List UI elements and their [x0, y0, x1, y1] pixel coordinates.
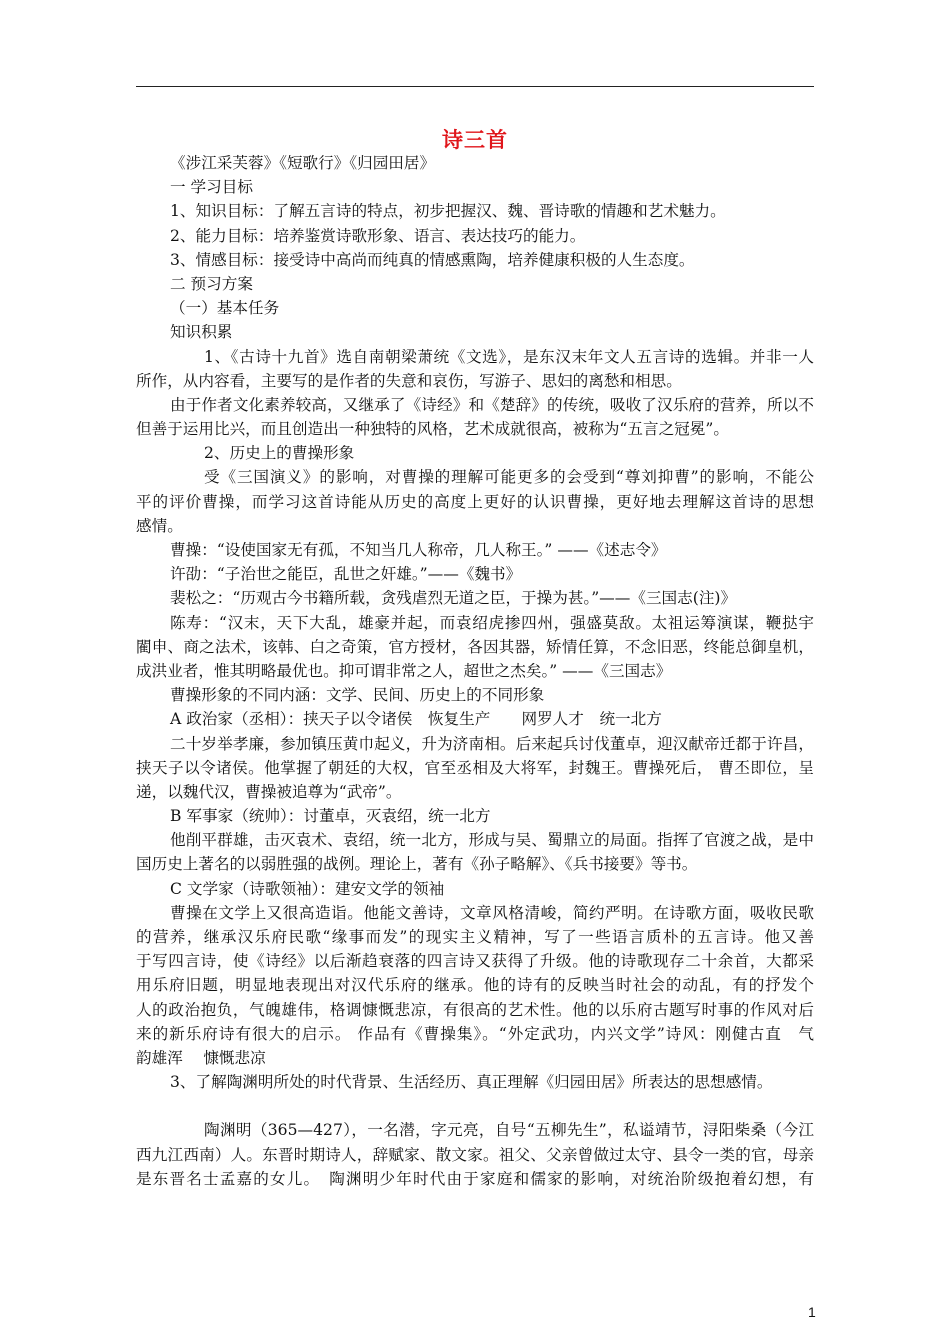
- text-line: 用乐府旧题，明显地表现出对汉代乐府的继承。他的诗有的反映当时社会的动乱，有的抒发个: [136, 976, 814, 995]
- text-line: 所作，从内容看，主要写的是作者的失意和哀伤，写游子、思妇的离愁和相思。: [136, 371, 682, 390]
- text-line: 2、能力目标：培养鉴赏诗歌形象、语言、表达技巧的能力。: [170, 226, 586, 245]
- text-line: 人的政治抱负，气魄雄伟，格调慷慨悲凉，有很高的艺术性。他的以乐府古题写时事的作风对后: [136, 1000, 814, 1019]
- text-line: 知识积累: [170, 323, 233, 342]
- text-line: 二 预习方案: [170, 274, 253, 293]
- text-line: 《涉江采芙蓉》《短歌行》《归园田居》: [170, 154, 436, 172]
- text-line: 一 学习目标: [170, 178, 253, 197]
- text-line: 西九江西南）人。东晋时期诗人，辞赋家、散文家。祖父、父亲曾做过太守、县令一类的官，母亲: [136, 1145, 814, 1164]
- text-line: 成洪业者，惟其明略最优也。抑可谓非常之人，超世之杰矣。” ——《三国志》: [136, 661, 672, 680]
- text-line: 国历史上著名的以弱胜强的战例。理论上，著有《孙子略解》、《兵书接要》等书。: [136, 855, 698, 874]
- text-line: B 军事家（统帅）：讨董卓，灭袁绍，统一北方: [170, 807, 491, 826]
- text-line: C 文学家（诗歌领袖）：建安文学的领袖: [170, 879, 445, 898]
- text-line: 1、《古诗十九首》选自南朝梁萧统《文选》，是东汉末年文人五言诗的选辑。并非一人: [204, 347, 814, 366]
- text-line: 3、了解陶渊明所处的时代背景、生活经历、真正理解《归园田居》所表达的思想感情。: [170, 1073, 773, 1092]
- text-line: 来的新乐府诗有很大的启示。 作品有《曹操集》。“外定武功，内兴文学”诗风：刚健古直 气: [136, 1024, 814, 1043]
- text-line: 曹操：“设使国家无有孤，不知当几人称帝，几人称王。” ——《述志令》: [170, 541, 667, 559]
- text-line: 二十岁举孝廉，参加镇压黄巾起义，升为济南相。后来起兵讨伐董卓，迎汉献帝迁都于许昌，: [170, 734, 814, 753]
- text-line: 挟天子以令诸侯。他掌握了朝廷的大权，官至丞相及大将军，封魏王。曹操死后， 曹丕即位，呈: [136, 758, 814, 777]
- text-line: 感情。: [136, 516, 183, 535]
- text-line: 曹操形象的不同内涵：文学、民间、历史上的不同形象: [170, 686, 545, 705]
- text-line: 平的评价曹操，而学习这首诗能从历史的高度上更好的认识曹操，更好地去理解这首诗的思想: [136, 492, 814, 511]
- text-line: 许劭：“子治世之能臣，乱世之奸雄。”——《魏书》: [170, 565, 522, 584]
- text-line: 他削平群雄，击灭袁术、袁绍，统一北方，形成与吴、蜀鼎立的局面。指挥了官渡之战，是中: [170, 831, 814, 850]
- text-line: （一）基本任务: [170, 299, 280, 318]
- text-line: 韵雄浑 慷慨悲凉: [136, 1048, 266, 1067]
- text-line: 受《三国演义》的影响，对曹操的理解可能更多的会受到“尊刘抑曹”的影响，不能公: [204, 468, 814, 487]
- text-line: 但善于运用比兴，而且创造出一种独特的风格，艺术成就很高，被称为“五言之冠冕”。: [136, 420, 729, 439]
- text-line: 1、知识目标：了解五言诗的特点，初步把握汉、魏、晋诗歌的情趣和艺术魅力。: [170, 202, 726, 221]
- text-line: 曹操在文学上又很高造诣。他能文善诗，文章风格清峻，简约严明。在诗歌方面，吸收民歌: [170, 903, 814, 922]
- text-line: 的营养，继承汉乐府民歌“缘事而发”的现实主义精神，写了一些语言质朴的五言诗。他又善: [136, 928, 814, 946]
- text-line: 閵申、商之法术，该韩、白之奇策，官方授材，各因其器，矫情任算，不念旧恶，终能总御皇机，: [136, 637, 814, 656]
- page-number: 1: [808, 1304, 816, 1320]
- text-line: 陶渊明（365—427），一名潜，字元亮，自号“五柳先生”，私谥靖节，浔阳柴桑（今江: [204, 1121, 814, 1140]
- text-line: 陈寿：“汉末，天下大乱，雄豪并起，而袁绍虎掺四州，强盛莫敌。太祖运筹演谋，鞭挞宇: [170, 613, 814, 632]
- text-line: 2、历史上的曹操形象: [204, 444, 355, 463]
- text-line: 3、情感目标：接受诗中高尚而纯真的情感熏陶，培养健康积极的人生态度。: [170, 250, 695, 269]
- text-line: 由于作者文化素养较高，又继承了《诗经》和《楚辞》的传统，吸收了汉乐府的营养，所以不: [170, 395, 814, 414]
- text-line: 递，以魏代汉，曹操被追尊为“武帝”。: [136, 782, 402, 801]
- text-line: 是东晋名士孟嘉的女儿。 陶渊明少年时代由于家庭和儒家的影响，对统治阶级抱着幻想，有: [136, 1169, 814, 1188]
- text-line: 于写四言诗，使《诗经》以后渐趋衰落的四言诗又获得了升级。他的诗歌现存二十余首，大都采: [136, 952, 814, 971]
- header-rule: [136, 86, 814, 87]
- text-line: [136, 1094, 814, 1118]
- text-line: 裴松之：“历观古今书籍所载，贪残虐烈无道之臣，于操为甚。”——《三国志(注)》: [170, 589, 737, 608]
- text-line: A 政治家（丞相）：挟天子以令诸侯 恢复生产 网罗人才 统一北方: [170, 710, 662, 729]
- page-title: 诗三首: [442, 128, 508, 152]
- document-body: [136, 151, 814, 1191]
